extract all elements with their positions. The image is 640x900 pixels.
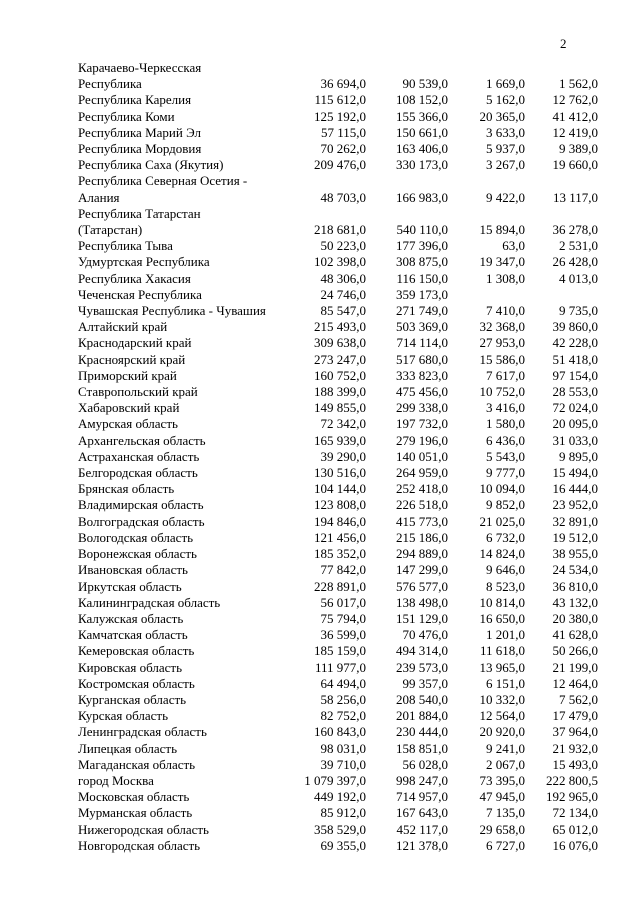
- value-col-3: 20 365,0: [479, 108, 525, 124]
- table-row: [78, 157, 598, 173]
- table-row: [78, 676, 598, 692]
- value-col-4: 20 095,0: [552, 416, 598, 432]
- value-col-2: 116 150,0: [396, 270, 448, 286]
- table-row: [78, 611, 598, 627]
- table-row: [78, 530, 598, 546]
- value-col-3: 10 332,0: [479, 691, 525, 707]
- table-row: [78, 384, 598, 400]
- value-col-1: 165 939,0: [314, 432, 366, 448]
- value-col-4: 1 562,0: [559, 76, 598, 92]
- region-name: Воронежская область: [78, 546, 197, 562]
- region-name: Республика Тыва: [78, 238, 173, 254]
- value-col-2: 167 643,0: [396, 805, 448, 821]
- value-col-1: 449 192,0: [314, 789, 366, 805]
- value-col-4: 36 810,0: [552, 578, 598, 594]
- table-row: [78, 254, 598, 270]
- table-row: [78, 368, 598, 384]
- table-row: [78, 660, 598, 676]
- table-row: [78, 822, 598, 838]
- value-col-1: 121 456,0: [314, 529, 366, 545]
- value-col-2: 330 173,0: [396, 157, 448, 173]
- value-col-3: 10 752,0: [479, 384, 525, 400]
- value-col-3: 7 135,0: [486, 805, 525, 821]
- value-col-1: 48 306,0: [320, 270, 366, 286]
- region-name: Кировская область: [78, 659, 183, 675]
- region-name: Красноярский край: [78, 351, 186, 367]
- value-col-2: 166 983,0: [396, 189, 448, 205]
- region-name: Мурманская область: [78, 805, 193, 821]
- value-col-1: 39 290,0: [320, 448, 366, 464]
- value-col-4: 72 134,0: [552, 805, 598, 821]
- value-col-3: 32 368,0: [479, 319, 525, 335]
- region-name: Волгоградская область: [78, 513, 205, 529]
- value-col-4: 28 553,0: [552, 384, 598, 400]
- value-col-4: 50 266,0: [552, 643, 598, 659]
- value-col-1: 209 476,0: [314, 157, 366, 173]
- value-col-2: 271 749,0: [396, 303, 448, 319]
- region-name: Республика Марий Эл: [78, 124, 201, 140]
- table-row: [78, 579, 598, 595]
- table-row: [78, 238, 598, 254]
- value-col-4: 38 955,0: [552, 546, 598, 562]
- value-col-3: 9 422,0: [486, 189, 525, 205]
- value-col-2: 150 661,0: [396, 124, 448, 140]
- value-col-2: 70 476,0: [402, 627, 448, 643]
- value-col-1: 123 808,0: [314, 497, 366, 513]
- region-name: Брянская область: [78, 481, 175, 497]
- value-col-4: 9 735,0: [559, 303, 598, 319]
- value-col-2: 308 875,0: [396, 254, 448, 270]
- region-name: Республика Коми: [78, 108, 175, 124]
- value-col-3: 5 162,0: [486, 92, 525, 108]
- value-col-1: 85 547,0: [320, 303, 366, 319]
- table-row: [78, 757, 598, 773]
- value-col-1: 130 516,0: [314, 465, 366, 481]
- value-col-4: 42 228,0: [552, 335, 598, 351]
- table-row: [78, 433, 598, 449]
- region-name: Удмуртская Республика: [78, 254, 210, 270]
- value-col-4: 39 860,0: [552, 319, 598, 335]
- value-col-3: 1 580,0: [486, 416, 525, 432]
- value-col-4: 20 380,0: [552, 610, 598, 626]
- table-row: [78, 206, 598, 238]
- value-col-2: 215 186,0: [396, 529, 448, 545]
- value-col-1: 69 355,0: [320, 837, 366, 853]
- table-row: [78, 481, 598, 497]
- region-name: Московская область: [78, 789, 190, 805]
- table-row: [78, 92, 598, 108]
- value-col-4: 36 278,0: [552, 222, 598, 238]
- value-col-3: 20 920,0: [479, 724, 525, 740]
- value-col-4: 23 952,0: [552, 497, 598, 513]
- value-col-1: 56 017,0: [320, 594, 366, 610]
- value-col-2: 998 247,0: [396, 772, 448, 788]
- region-name: Чеченская Республика: [78, 286, 202, 302]
- value-col-4: 17 479,0: [552, 708, 598, 724]
- value-col-3: 10 814,0: [479, 594, 525, 610]
- value-col-2: 503 369,0: [396, 319, 448, 335]
- value-col-3: 19 347,0: [479, 254, 525, 270]
- value-col-3: 14 824,0: [479, 546, 525, 562]
- value-col-4: 31 033,0: [552, 432, 598, 448]
- value-col-4: 26 428,0: [552, 254, 598, 270]
- region-name: Курганская область: [78, 691, 187, 707]
- table-row: [78, 400, 598, 416]
- value-col-4: 9 389,0: [559, 141, 598, 157]
- value-col-4: 13 117,0: [552, 189, 598, 205]
- value-col-2: 177 396,0: [396, 238, 448, 254]
- region-name: Астраханская область: [78, 448, 200, 464]
- value-col-1: 58 256,0: [320, 691, 366, 707]
- region-name: Республика Северная Осетия - Алания: [78, 173, 248, 205]
- table-row: [78, 303, 598, 319]
- value-col-4: 43 132,0: [552, 594, 598, 610]
- region-name: Магаданская область: [78, 756, 196, 772]
- region-name: Ставропольский край: [78, 384, 198, 400]
- table-row: [78, 109, 598, 125]
- value-col-2: 415 773,0: [396, 513, 448, 529]
- value-col-4: 7 562,0: [559, 691, 598, 707]
- value-col-3: 21 025,0: [479, 513, 525, 529]
- value-col-2: 108 152,0: [396, 92, 448, 108]
- value-col-1: 125 192,0: [314, 108, 366, 124]
- table-row: [78, 595, 598, 611]
- value-col-3: 5 937,0: [486, 141, 525, 157]
- value-col-3: 1 201,0: [486, 627, 525, 643]
- value-col-4: 51 418,0: [552, 351, 598, 367]
- region-name: Алтайский край: [78, 319, 168, 335]
- value-col-3: 3 416,0: [486, 400, 525, 416]
- region-name: Республика Саха (Якутия): [78, 157, 224, 173]
- value-col-3: 3 633,0: [486, 124, 525, 140]
- region-name: Республика Татарстан (Татарстан): [78, 205, 201, 238]
- value-col-1: 82 752,0: [320, 708, 366, 724]
- value-col-3: 6 732,0: [486, 529, 525, 545]
- value-col-1: 188 399,0: [314, 384, 366, 400]
- table-row: [78, 173, 598, 205]
- value-col-2: 147 299,0: [396, 562, 448, 578]
- region-name: Амурская область: [78, 416, 178, 432]
- table-row: [78, 562, 598, 578]
- value-col-1: 185 352,0: [314, 546, 366, 562]
- table-row: [78, 319, 598, 335]
- value-col-4: 19 512,0: [552, 529, 598, 545]
- value-col-4: 41 628,0: [552, 627, 598, 643]
- value-col-1: 358 529,0: [314, 821, 366, 837]
- table-row: [78, 627, 598, 643]
- value-col-4: 4 013,0: [559, 270, 598, 286]
- value-col-1: 218 681,0: [314, 222, 366, 238]
- value-col-1: 215 493,0: [314, 319, 366, 335]
- value-col-3: 10 094,0: [479, 481, 525, 497]
- value-col-2: 208 540,0: [396, 691, 448, 707]
- region-name: Архангельская область: [78, 432, 206, 448]
- region-name: Кемеровская область: [78, 643, 195, 659]
- table-row: [78, 352, 598, 368]
- region-name: Республика Карелия: [78, 92, 192, 108]
- table-row: [78, 60, 598, 92]
- region-name: Курская область: [78, 708, 169, 724]
- value-col-2: 121 378,0: [396, 837, 448, 853]
- value-col-3: 73 395,0: [479, 772, 525, 788]
- value-col-3: 3 267,0: [486, 157, 525, 173]
- value-col-3: 16 650,0: [479, 610, 525, 626]
- value-col-2: 333 823,0: [396, 367, 448, 383]
- value-col-2: 230 444,0: [396, 724, 448, 740]
- table-row: [78, 125, 598, 141]
- value-col-2: 90 539,0: [402, 76, 448, 92]
- value-col-2: 494 314,0: [396, 643, 448, 659]
- value-col-1: 160 843,0: [314, 724, 366, 740]
- value-col-1: 39 710,0: [320, 756, 366, 772]
- region-name: Новгородская область: [78, 837, 201, 853]
- value-col-3: 6 727,0: [486, 837, 525, 853]
- value-col-4: 222 800,5: [546, 772, 598, 788]
- region-name: Краснодарский край: [78, 335, 192, 351]
- value-col-1: 149 855,0: [314, 400, 366, 416]
- value-col-1: 194 846,0: [314, 513, 366, 529]
- value-col-2: 155 366,0: [396, 108, 448, 124]
- value-col-1: 50 223,0: [320, 238, 366, 254]
- value-col-2: 140 051,0: [396, 448, 448, 464]
- value-col-3: 9 241,0: [486, 740, 525, 756]
- region-name: Ленинградская область: [78, 724, 207, 740]
- value-col-1: 185 159,0: [314, 643, 366, 659]
- region-name: Республика Мордовия: [78, 141, 202, 157]
- value-col-3: 29 658,0: [479, 821, 525, 837]
- value-col-2: 359 173,0: [396, 286, 448, 302]
- value-col-1: 36 599,0: [320, 627, 366, 643]
- value-col-4: 41 412,0: [552, 108, 598, 124]
- table-row: [78, 287, 598, 303]
- value-col-2: 714 114,0: [396, 335, 448, 351]
- value-col-2: 252 418,0: [396, 481, 448, 497]
- value-col-4: 32 891,0: [552, 513, 598, 529]
- value-col-4: 9 895,0: [559, 448, 598, 464]
- value-col-2: 475 456,0: [396, 384, 448, 400]
- value-col-1: 309 638,0: [314, 335, 366, 351]
- value-col-4: 24 534,0: [552, 562, 598, 578]
- value-col-4: 97 154,0: [552, 367, 598, 383]
- value-col-2: 99 357,0: [402, 675, 448, 691]
- table-row: [78, 465, 598, 481]
- value-col-2: 576 577,0: [396, 578, 448, 594]
- value-col-3: 12 564,0: [479, 708, 525, 724]
- value-col-2: 239 573,0: [396, 659, 448, 675]
- value-col-1: 98 031,0: [320, 740, 366, 756]
- table-row: [78, 449, 598, 465]
- table-row: [78, 773, 598, 789]
- value-col-2: 452 117,0: [396, 821, 448, 837]
- value-col-3: 47 945,0: [479, 789, 525, 805]
- value-col-3: 9 852,0: [486, 497, 525, 513]
- table-row: [78, 838, 598, 854]
- value-col-2: 714 957,0: [396, 789, 448, 805]
- value-col-3: 6 151,0: [486, 675, 525, 691]
- value-col-3: 8 523,0: [486, 578, 525, 594]
- value-col-2: 201 884,0: [396, 708, 448, 724]
- value-col-1: 77 842,0: [320, 562, 366, 578]
- table-row: [78, 141, 598, 157]
- value-col-4: 16 076,0: [552, 837, 598, 853]
- value-col-4: 72 024,0: [552, 400, 598, 416]
- value-col-1: 104 144,0: [314, 481, 366, 497]
- value-col-1: 36 694,0: [320, 76, 366, 92]
- value-col-2: 517 680,0: [396, 351, 448, 367]
- value-col-4: 37 964,0: [552, 724, 598, 740]
- value-col-4: 15 493,0: [552, 756, 598, 772]
- value-col-1: 24 746,0: [320, 286, 366, 302]
- value-col-2: 138 498,0: [396, 594, 448, 610]
- table-row: [78, 692, 598, 708]
- value-col-4: 12 762,0: [552, 92, 598, 108]
- region-name: Чувашская Республика - Чувашия: [78, 303, 266, 319]
- value-col-1: 75 794,0: [320, 610, 366, 626]
- value-col-3: 15 586,0: [479, 351, 525, 367]
- value-col-3: 1 669,0: [486, 76, 525, 92]
- table-row: [78, 271, 598, 287]
- region-name: Приморский край: [78, 367, 177, 383]
- page-number: 2: [560, 36, 567, 51]
- region-name: Липецкая область: [78, 740, 178, 756]
- region-name: Владимирская область: [78, 497, 204, 513]
- value-col-1: 115 612,0: [314, 92, 366, 108]
- table-row: [78, 643, 598, 659]
- value-col-1: 102 398,0: [314, 254, 366, 270]
- table-row: [78, 741, 598, 757]
- value-col-1: 48 703,0: [320, 189, 366, 205]
- value-col-1: 111 977,0: [314, 659, 366, 675]
- value-col-4: 16 444,0: [552, 481, 598, 497]
- value-col-4: 12 419,0: [552, 124, 598, 140]
- value-col-4: 21 932,0: [552, 740, 598, 756]
- table-row: [78, 546, 598, 562]
- value-col-1: 64 494,0: [320, 675, 366, 691]
- value-col-2: 264 959,0: [396, 465, 448, 481]
- region-name: Иркутская область: [78, 578, 182, 594]
- value-col-3: 11 618,0: [479, 643, 525, 659]
- table-row: [78, 724, 598, 740]
- region-name: Калининградская область: [78, 594, 221, 610]
- value-col-3: 9 646,0: [486, 562, 525, 578]
- region-name: Вологодская область: [78, 529, 194, 545]
- value-col-2: 226 518,0: [396, 497, 448, 513]
- value-col-2: 279 196,0: [396, 432, 448, 448]
- value-col-2: 294 889,0: [396, 546, 448, 562]
- region-name: Карачаево-Черкесская Республика: [78, 60, 202, 92]
- table-row: [78, 789, 598, 805]
- region-name: Нижегородская область: [78, 821, 209, 837]
- value-col-4: 65 012,0: [552, 821, 598, 837]
- value-col-1: 160 752,0: [314, 367, 366, 383]
- value-col-1: 1 079 397,0: [304, 772, 366, 788]
- region-name: город Москва: [78, 772, 154, 788]
- value-col-2: 197 732,0: [396, 416, 448, 432]
- regions-table: [78, 60, 598, 854]
- value-col-3: 27 953,0: [479, 335, 525, 351]
- value-col-4: 15 494,0: [552, 465, 598, 481]
- value-col-3: 7 617,0: [486, 367, 525, 383]
- value-col-1: 57 115,0: [320, 124, 366, 140]
- value-col-1: 85 912,0: [320, 805, 366, 821]
- table-row: [78, 497, 598, 513]
- value-col-4: 12 464,0: [552, 675, 598, 691]
- value-col-2: 158 851,0: [396, 740, 448, 756]
- value-col-3: 15 894,0: [479, 222, 525, 238]
- table-row: [78, 514, 598, 530]
- table-row: [78, 335, 598, 351]
- value-col-1: 70 262,0: [320, 141, 366, 157]
- region-name: Белгородская область: [78, 465, 198, 481]
- value-col-2: 56 028,0: [402, 756, 448, 772]
- region-name: Костромская область: [78, 675, 195, 691]
- value-col-2: 540 110,0: [396, 222, 448, 238]
- region-name: Республика Хакасия: [78, 270, 191, 286]
- table-row: [78, 708, 598, 724]
- value-col-3: 1 308,0: [486, 270, 525, 286]
- value-col-4: 192 965,0: [546, 789, 598, 805]
- value-col-3: 9 777,0: [486, 465, 525, 481]
- value-col-4: 21 199,0: [552, 659, 598, 675]
- value-col-3: 63,0: [502, 238, 525, 254]
- value-col-2: 163 406,0: [396, 141, 448, 157]
- region-name: Хабаровский край: [78, 400, 180, 416]
- value-col-3: 6 436,0: [486, 432, 525, 448]
- region-name: Калужская область: [78, 610, 184, 626]
- value-col-4: 2 531,0: [559, 238, 598, 254]
- value-col-1: 273 247,0: [314, 351, 366, 367]
- region-name: Камчатская область: [78, 627, 188, 643]
- value-col-2: 299 338,0: [396, 400, 448, 416]
- value-col-2: 151 129,0: [396, 610, 448, 626]
- region-name: Ивановская область: [78, 562, 188, 578]
- value-col-1: 72 342,0: [320, 416, 366, 432]
- value-col-3: 13 965,0: [479, 659, 525, 675]
- table-row: [78, 416, 598, 432]
- value-col-3: 5 543,0: [486, 448, 525, 464]
- table-row: [78, 805, 598, 821]
- value-col-1: 228 891,0: [314, 578, 366, 594]
- value-col-3: 2 067,0: [486, 756, 525, 772]
- value-col-4: 19 660,0: [552, 157, 598, 173]
- value-col-3: 7 410,0: [486, 303, 525, 319]
